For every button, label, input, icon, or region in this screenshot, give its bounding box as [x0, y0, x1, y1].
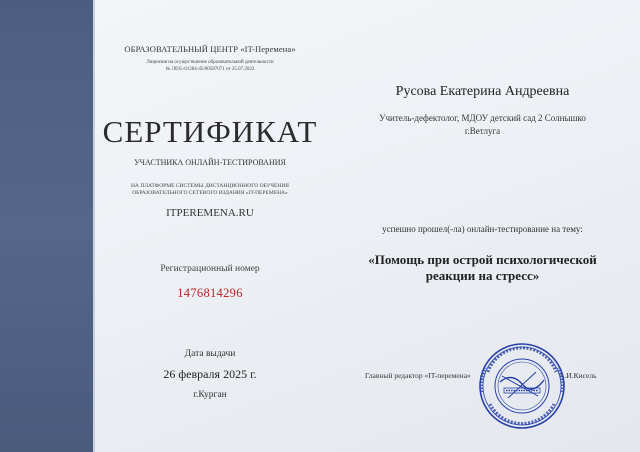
decorative-side-stripe [0, 0, 93, 452]
issue-city: г.Курган [193, 390, 227, 400]
certificate-subtitle: УЧАСТНИКА ОНЛАЙН-ТЕСТИРОВАНИЯ [134, 158, 286, 167]
test-topic-line1: «Помощь при острой психологической [368, 252, 597, 267]
issue-date-label: Дата выдачи [184, 349, 236, 359]
recipient-position: Учитель-дефектолог, МДОУ детский сад 2 Солнышко [379, 113, 586, 123]
website-text: ITPEREMENA.RU [166, 207, 254, 219]
organization-name: ОБРАЗОВАТЕЛЬНЫЙ ЦЕНТР «IT-Перемена» [124, 44, 296, 54]
platform-text-line1: НА ПЛАТФОРМЕ СИСТЕМЫ ДИСТАНЦИОННОГО ОБУЧЕНИЯ [131, 183, 289, 189]
official-stamp-icon [478, 342, 566, 430]
registration-label: Регистрационный номер [160, 264, 260, 274]
certificate-title: СЕРТИФИКАТ [102, 114, 318, 149]
license-text-line2: № Л035-01284-45/00587071 от 25.07.2022 [165, 67, 255, 72]
registration-number: 1476814296 [177, 286, 243, 300]
left-panel [95, 0, 325, 452]
recipient-town: г.Ветлуга [464, 126, 501, 136]
issue-date: 26 февраля 2025 г. [163, 367, 257, 381]
editor-label: Главный редактор «IT-перемена» [365, 371, 471, 380]
license-text-line1: Лицензия на осуществление образовательной деятельности [146, 60, 274, 65]
passed-statement: успешно прошел(-ла) онлайн-тестирование на тему: [382, 224, 583, 234]
test-topic-line2: реакции на стресс» [425, 268, 540, 283]
editor-name: А.И.Кисель [559, 371, 597, 380]
recipient-name: Русова Екатерина Андреевна [395, 84, 570, 99]
platform-text-line2: ОБРАЗОВАТЕЛЬНОГО СЕТЕВОГО ИЗДАНИЯ «IT-ПЕРЕМЕНА» [132, 190, 288, 196]
